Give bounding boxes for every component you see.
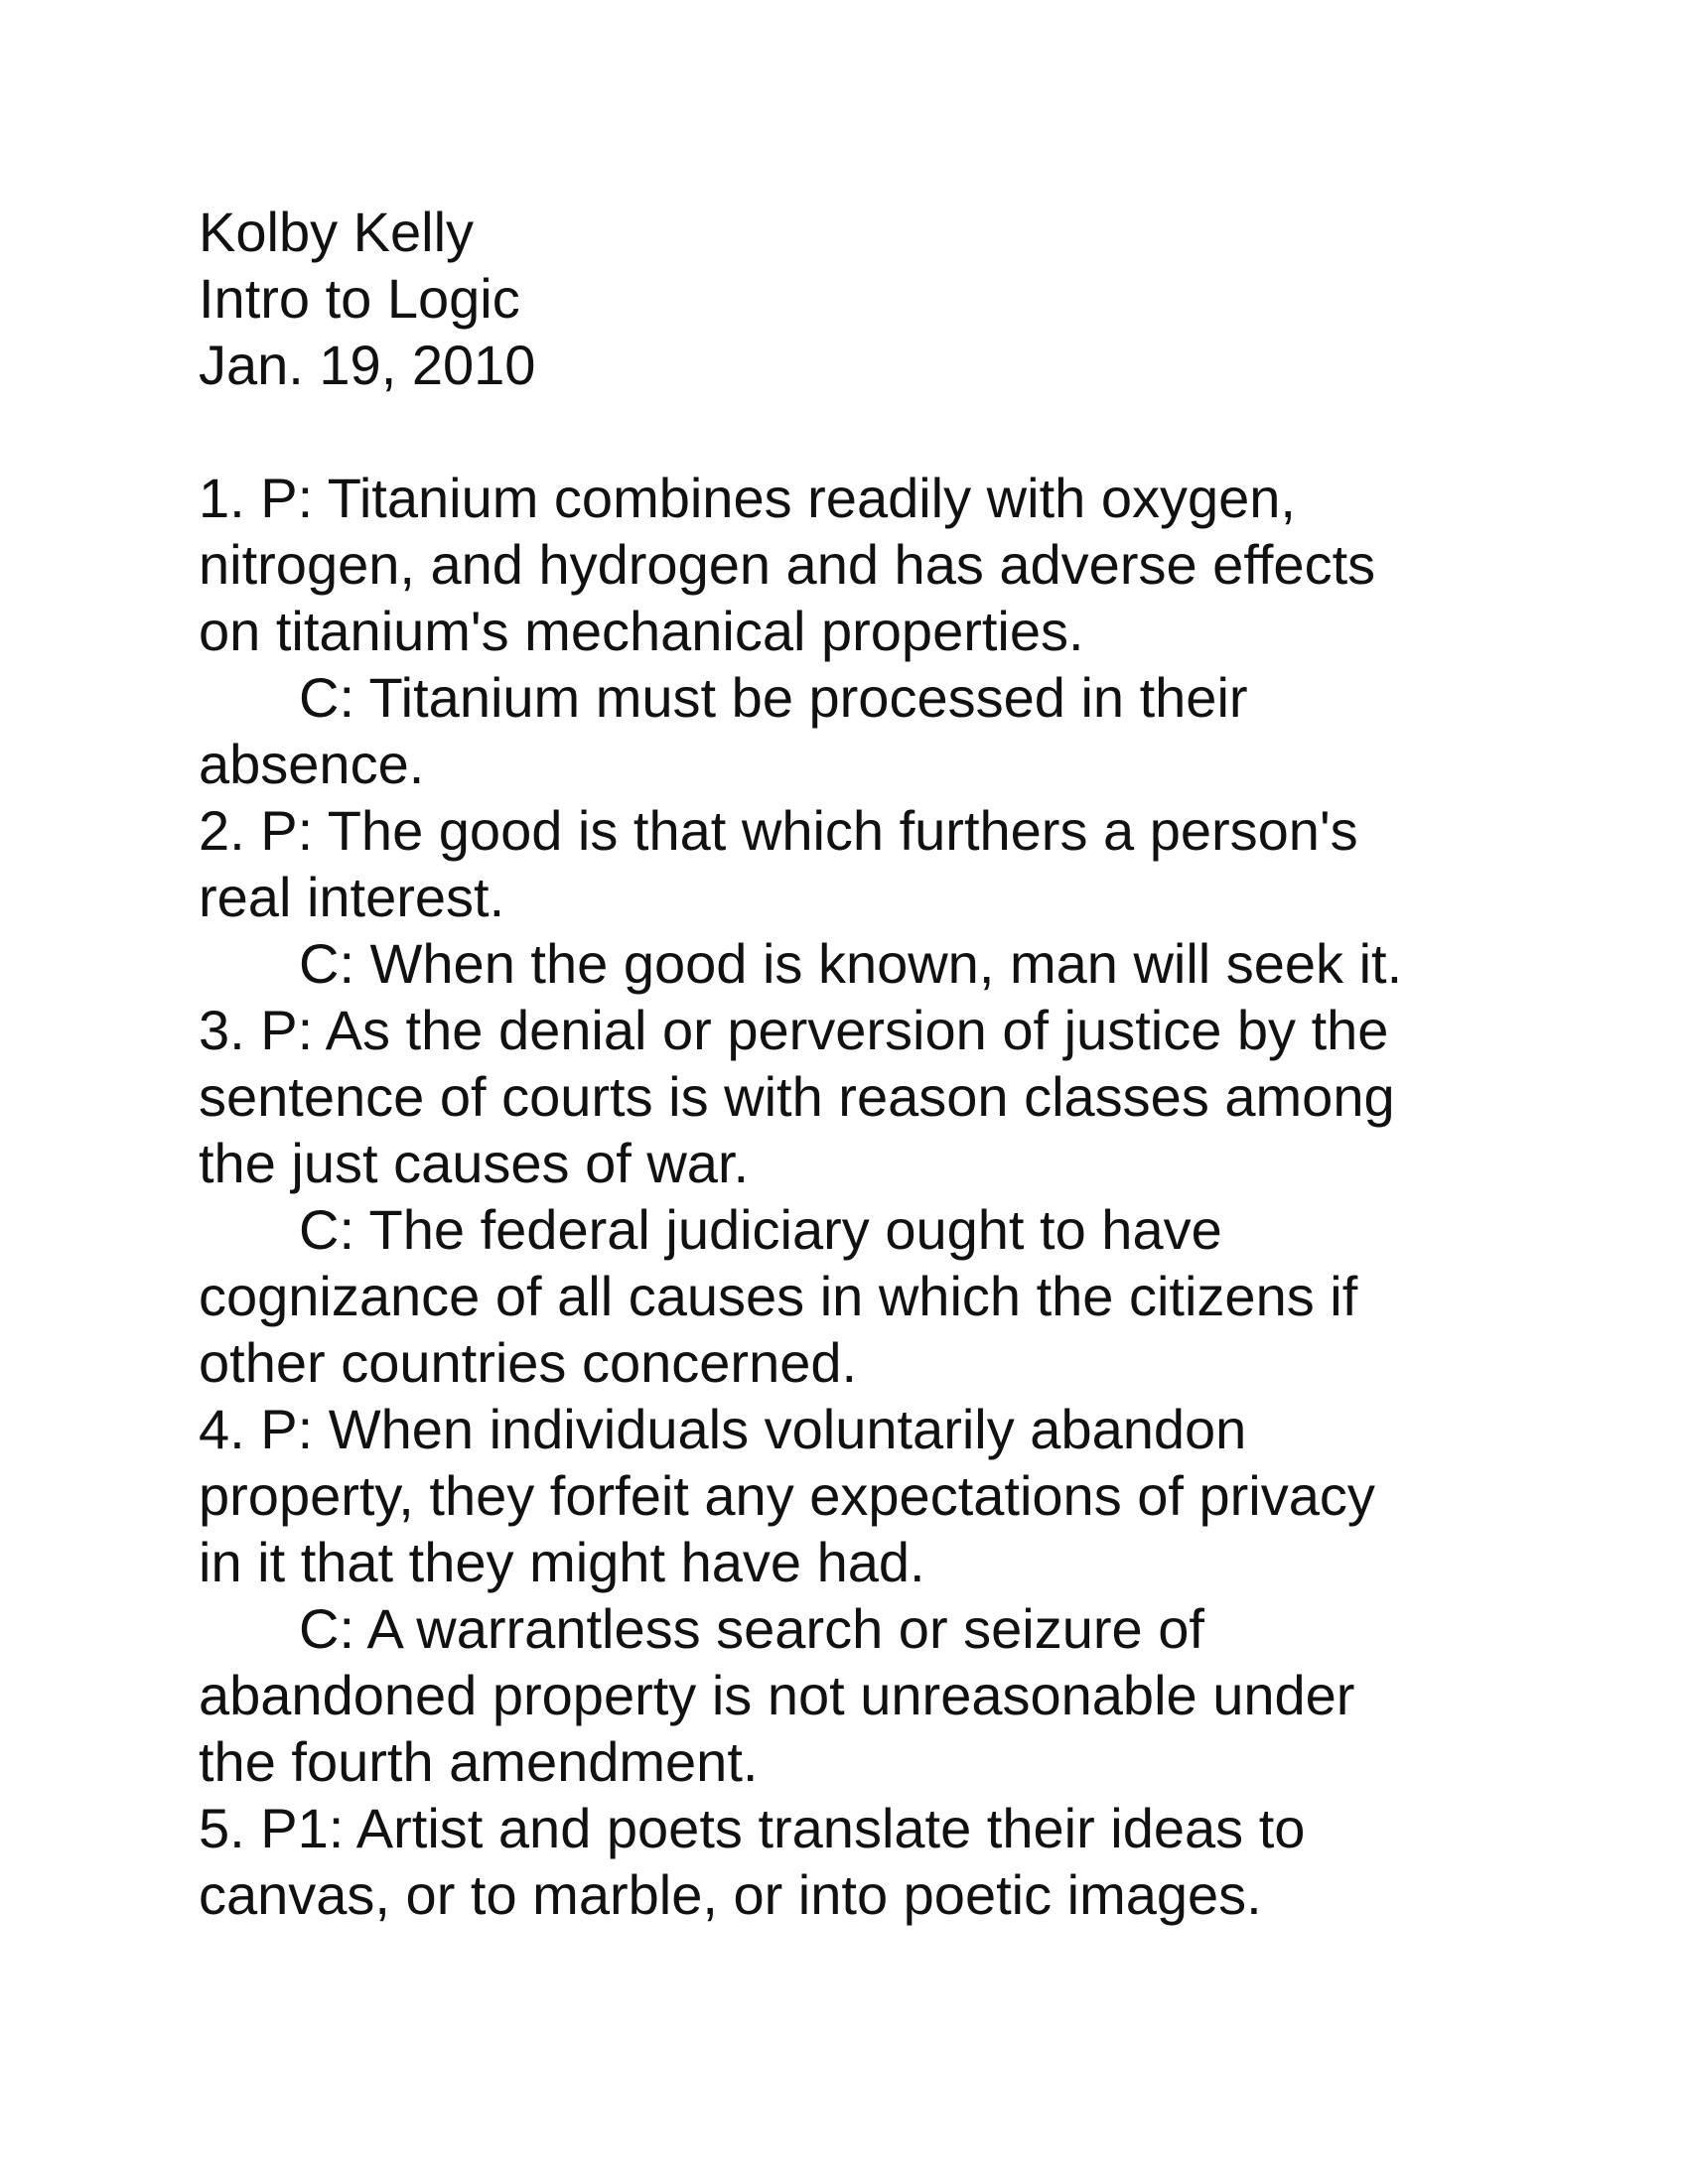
text-line: 3. P: As the denial or perversion of justice by the [199,999,1389,1061]
text-line: canvas, or to marble, or into poetic images. [199,1863,1262,1926]
course-name: Intro to Logic [199,267,520,330]
text-line: nitrogen, and hydrogen and has adverse effects [199,533,1376,596]
text-line: the just causes of war. [199,1132,750,1194]
text-line: other countries concerned. [199,1331,858,1394]
conclusion-line: C: The federal judiciary ought to have [299,1198,1222,1261]
conclusion-line: C: A warrantless search or seizure of [299,1597,1204,1660]
document-page [199,199,1529,1928]
text-line: real interest. [199,866,505,928]
conclusion-line: C: When the good is known, man will seek it. [299,932,1403,995]
document-date: Jan. 19, 2010 [199,334,536,396]
text-line: absence. [199,733,425,795]
text-line: sentence of courts is with reason classes among [199,1065,1395,1128]
text-line: in it that they might have had. [199,1531,925,1593]
text-line: 4. P: When individuals voluntarily abandon [199,1398,1247,1460]
conclusion-line: C: Titanium must be processed in their [299,666,1248,729]
text-line: the fourth amendment. [199,1730,759,1793]
document-body [199,465,1529,1928]
text-line: 1. P: Titanium combines readily with oxygen, [199,467,1296,529]
author-name: Kolby Kelly [199,201,475,263]
text-line: 2. P: The good is that which furthers a person's [199,799,1358,862]
text-line: cognizance of all causes in which the citizens if [199,1265,1358,1327]
document-header [199,199,1529,398]
text-line: on titanium's mechanical properties. [199,600,1084,662]
text-line: property, they forfeit any expectations of privacy [199,1464,1375,1527]
text-line: abandoned property is not unreasonable under [199,1664,1355,1726]
text-line: 5. P1: Artist and poets translate their ideas to [199,1797,1306,1859]
